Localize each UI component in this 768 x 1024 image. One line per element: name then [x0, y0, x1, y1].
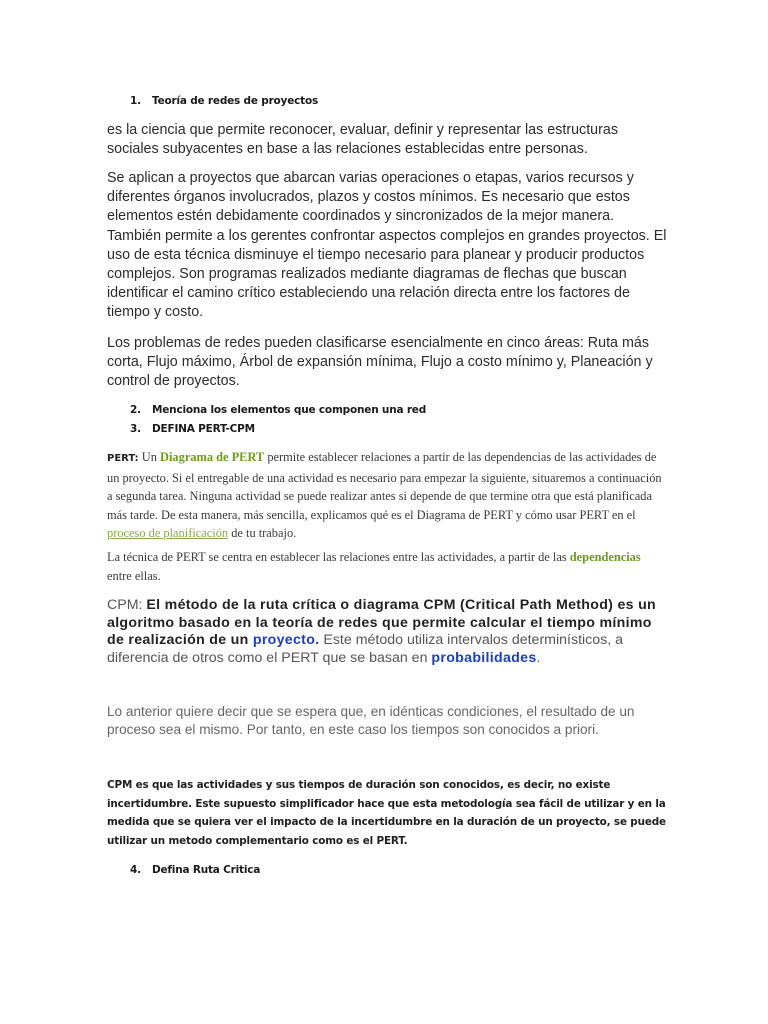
proyecto-link[interactable]: proyecto.	[252, 632, 320, 649]
paragraph-applications: Se aplican a proyectos que abarcan varias operaciones o etapas, varios recursos y diferentes órganos involucrados, plazos y costos mínimos. Es necesario que estos elementos estén debidamente coordinados y sincronizados de la mejor manera. También permite a los gerentes confrontar aspectos complejos en grandes proyectos. El uso de esta técnica disminuye el tiempo necesario para planear y producir productos complejos. Son programas realizados mediante diagramas de flechas que buscan identificar el camino crítico estableciendo una relación directa entre los factores de tiempo y costo.	[107, 170, 667, 321]
heading-number: 2.	[130, 404, 141, 416]
heading-text: DEFINA PERT-CPM	[152, 423, 255, 435]
diagrama-pert-link[interactable]: Diagrama de PERT	[160, 450, 265, 464]
heading-4	[107, 864, 667, 878]
heading-number: 4.	[130, 864, 141, 876]
heading-2	[107, 404, 667, 418]
heading-1	[107, 95, 667, 109]
heading-text: Defina Ruta Critica	[152, 864, 261, 876]
dependencias-link[interactable]: dependencias	[569, 550, 641, 564]
paragraph-cpm	[107, 597, 667, 667]
cpm-bold-text: El método de la ruta crítica o diagrama CPM (Critical Path Method) es un algoritmo basado en la teoría de redes que permite calcular el tiempo mínimo de realización de un	[107, 597, 657, 649]
pert-post: de tu trabajo.	[228, 526, 297, 541]
proceso-planificacion-link[interactable]: proceso de planificación	[107, 526, 229, 541]
pert-pre: Un	[138, 450, 161, 464]
pert2-pre: La técnica de PERT se centra en establecer las relaciones entre las actividades, a partir de las	[107, 550, 570, 564]
cpm-label: CPM:	[107, 597, 147, 613]
pert-body: permite establecer relaciones a partir de las dependencias de las actividades de un proyecto. Si el entregable de una actividad es necesario para empezar la siguiente, situaremos a continuación a segunda tarea. Ninguna actividad se puede realizar antes si depende de que termine otra que está planificada más tarde. De esta manera, más sencilla, explicamos qué es el Diagrama de PERT y cómo usar PERT en el	[107, 450, 662, 522]
paragraph-problems: Los problemas de redes pueden clasificarse esencialmente en cinco áreas: Ruta más corta, Flujo máximo, Árbol de expansión mínima, Flujo a costo mínimo y, Planeación y control de proyectos.	[107, 335, 653, 390]
paragraph-pert-tecnica	[107, 548, 667, 585]
pert2-post: entre ellas.	[107, 568, 161, 583]
probabilidades-link[interactable]: probabilidades	[431, 649, 537, 666]
paragraph-cpm-incertidumbre: CPM es que las actividades y sus tiempos de duración son conocidos, es decir, no existe incertidumbre. Este supuesto simplificador hace que esta metodología sea fácil de utilizar y en la medida que se quiera ver el impacto de la incertidumbre en la duración de un proyecto, se puede utilizar un metodo complementario como es el PERT.	[107, 779, 666, 847]
paragraph-pert	[107, 448, 667, 543]
paragraph-definition: es la ciencia que permite reconocer, evaluar, definir y representar las estructuras sociales subyacentes en base a las relaciones establecidas entre personas.	[107, 122, 618, 158]
cpm-body: Este método utiliza intervalos determinísticos, a diferencia de otros como el PERT que se basan en	[107, 632, 624, 666]
pert-label: PERT:	[107, 453, 139, 464]
heading-text: Teoría de redes de proyectos	[152, 95, 319, 107]
heading-number: 3.	[130, 423, 141, 435]
paragraph-anterior: Lo anterior quiere decir que se espera que, en idénticas condiciones, el resultado de un proceso sea el mismo. Por tanto, en este caso los tiempos son conocidos a priori.	[107, 704, 635, 738]
heading-text: Menciona los elementos que componen una red	[152, 404, 427, 416]
cpm-post: .	[536, 649, 541, 666]
heading-3	[107, 423, 667, 437]
heading-number: 1.	[130, 95, 141, 107]
